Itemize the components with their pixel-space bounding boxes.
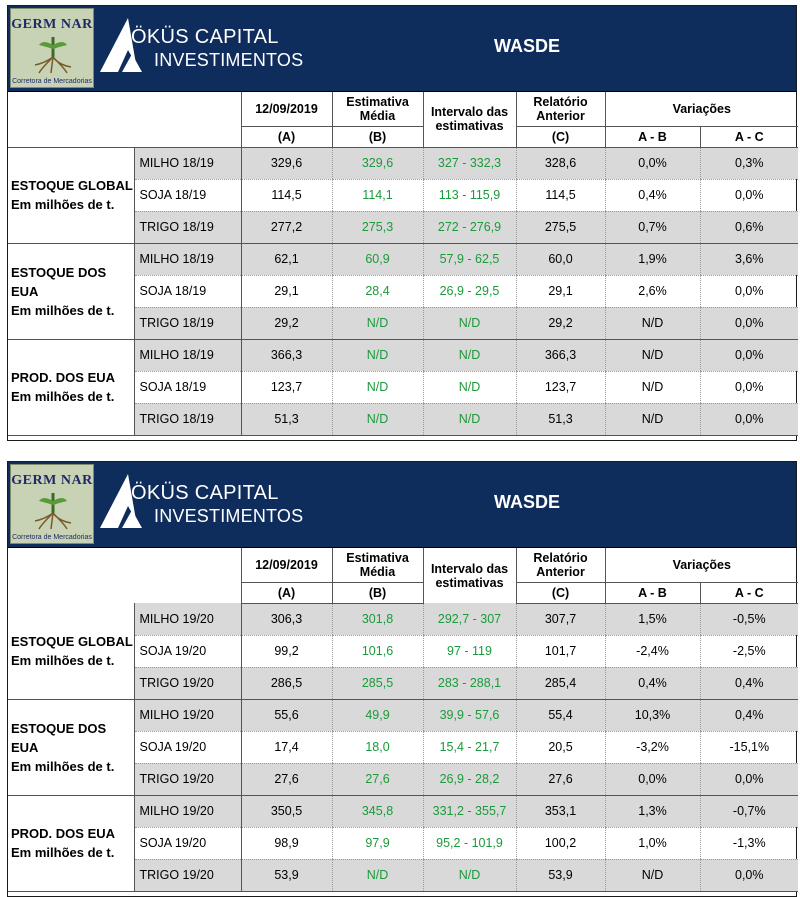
value-a: 27,6 [241, 763, 332, 795]
value-ab: N/D [605, 339, 700, 371]
col-est-code: (B) [332, 582, 423, 603]
value-a: 366,3 [241, 339, 332, 371]
value-a: 306,3 [241, 603, 332, 635]
value-ac: 0,0% [700, 859, 798, 891]
germinar-logo [10, 8, 94, 88]
value-c: 101,7 [516, 635, 605, 667]
value-ab: -2,4% [605, 635, 700, 667]
commodity-label: MILHO 19/20 [134, 603, 241, 635]
col-relatorio: Relatório Anterior [516, 548, 605, 582]
col-ac: A - C [700, 582, 798, 603]
wasde-table-block-2 [7, 461, 797, 897]
report-title: WASDE [493, 492, 560, 512]
value-b: 101,6 [332, 635, 423, 667]
corner-cell [8, 548, 241, 603]
group-label [8, 699, 134, 795]
brand-subname: INVESTIMENTOS [154, 506, 304, 526]
value-ac: -2,5% [700, 635, 798, 667]
logo-text: GERM NAR [11, 473, 93, 488]
group-label [8, 603, 134, 699]
col-variacoes: Variações [605, 92, 798, 126]
table-row [8, 603, 798, 635]
value-b: 49,9 [332, 699, 423, 731]
value-intervalo: 292,7 - 307 [423, 603, 516, 635]
value-ac: 0,0% [700, 371, 798, 403]
value-intervalo: 15,4 - 21,7 [423, 731, 516, 763]
report-title: WASDE [493, 36, 560, 56]
value-a: 17,4 [241, 731, 332, 763]
value-c: 123,7 [516, 371, 605, 403]
col-date: 12/09/2019 [241, 92, 332, 126]
col-est-media: Estimativa Média [332, 548, 423, 582]
value-intervalo: 95,2 - 101,9 [423, 827, 516, 859]
group-title: ESTOQUE GLOBAL [11, 633, 133, 649]
value-ac: -1,3% [700, 827, 798, 859]
group-title: ESTOQUE DOS EUA [11, 264, 107, 299]
col-date-code: (A) [241, 126, 332, 147]
commodity-label: SOJA 18/19 [134, 371, 241, 403]
value-ac: 0,4% [700, 667, 798, 699]
value-a: 329,6 [241, 147, 332, 179]
value-ab: N/D [605, 307, 700, 339]
group-title: ESTOQUE DOS EUA [11, 720, 107, 755]
table-row [8, 147, 798, 179]
commodity-label: SOJA 18/19 [134, 179, 241, 211]
logo-subtitle: Corretora de Mercadorias [12, 534, 92, 541]
value-intervalo: 57,9 - 62,5 [423, 243, 516, 275]
commodity-label: SOJA 18/19 [134, 275, 241, 307]
value-b: 18,0 [332, 731, 423, 763]
value-ab: 1,0% [605, 827, 700, 859]
value-ac: 0,0% [700, 403, 798, 435]
value-b: 97,9 [332, 827, 423, 859]
commodity-label: SOJA 19/20 [134, 635, 241, 667]
commodity-label: TRIGO 19/20 [134, 859, 241, 891]
value-intervalo: 283 - 288,1 [423, 667, 516, 699]
wasde-table-block-1 [7, 5, 797, 441]
value-b: N/D [332, 307, 423, 339]
value-c: 328,6 [516, 147, 605, 179]
group-unit: Em milhões de t. [11, 302, 115, 318]
plant-roots-icon [29, 491, 77, 531]
group-label [8, 243, 134, 339]
col-relatorio: Relatório Anterior [516, 92, 605, 126]
col-rel-code: (C) [516, 126, 605, 147]
value-c: 20,5 [516, 731, 605, 763]
group-unit: Em milhões de t. [11, 197, 115, 212]
col-est-code: (B) [332, 126, 423, 147]
value-a: 286,5 [241, 667, 332, 699]
value-c: 100,2 [516, 827, 605, 859]
commodity-label: TRIGO 18/19 [134, 307, 241, 339]
value-a: 123,7 [241, 371, 332, 403]
value-b: 27,6 [332, 763, 423, 795]
value-ab: 0,0% [605, 147, 700, 179]
value-c: 114,5 [516, 179, 605, 211]
value-ac: -15,1% [700, 731, 798, 763]
table-header-banner [8, 462, 796, 548]
value-ab: 0,0% [605, 763, 700, 795]
value-b: 114,1 [332, 179, 423, 211]
value-ab: 0,4% [605, 667, 700, 699]
group-unit: Em milhões de t. [11, 389, 115, 404]
value-a: 53,9 [241, 859, 332, 891]
commodity-label: MILHO 18/19 [134, 339, 241, 371]
group-label [8, 147, 134, 243]
col-ab: A - B [605, 126, 700, 147]
value-c: 55,4 [516, 699, 605, 731]
value-c: 353,1 [516, 795, 605, 827]
value-b: 60,9 [332, 243, 423, 275]
group-label [8, 339, 134, 435]
brand-subname: INVESTIMENTOS [154, 50, 304, 70]
col-est-media: Estimativa Média [332, 92, 423, 126]
wasde-table [8, 92, 798, 436]
group-unit: Em milhões de t. [11, 652, 115, 668]
group-label [8, 795, 134, 891]
table-row [8, 699, 798, 731]
value-intervalo: 113 - 115,9 [423, 179, 516, 211]
value-ab: 1,9% [605, 243, 700, 275]
value-intervalo: 26,9 - 29,5 [423, 275, 516, 307]
value-b: N/D [332, 339, 423, 371]
value-ac: 0,6% [700, 211, 798, 243]
group-title: ESTOQUE GLOBAL [11, 178, 133, 193]
value-c: 29,2 [516, 307, 605, 339]
germinar-logo [10, 464, 94, 544]
value-ab: 10,3% [605, 699, 700, 731]
value-ac: 0,0% [700, 307, 798, 339]
value-ab: 1,5% [605, 603, 700, 635]
value-intervalo: 272 - 276,9 [423, 211, 516, 243]
value-ac: 0,3% [700, 147, 798, 179]
value-b: 28,4 [332, 275, 423, 307]
value-b: 275,3 [332, 211, 423, 243]
value-ac: -0,5% [700, 603, 798, 635]
value-ac: 0,4% [700, 699, 798, 731]
table-row [8, 795, 798, 827]
col-rel-code: (C) [516, 582, 605, 603]
value-c: 60,0 [516, 243, 605, 275]
value-ab: -3,2% [605, 731, 700, 763]
group-unit: Em milhões de t. [11, 758, 115, 774]
value-c: 29,1 [516, 275, 605, 307]
value-ab: N/D [605, 403, 700, 435]
brand-name: ÖKÜS CAPITAL [131, 482, 279, 504]
value-c: 285,4 [516, 667, 605, 699]
value-ab: N/D [605, 859, 700, 891]
commodity-label: MILHO 19/20 [134, 699, 241, 731]
value-intervalo: 26,9 - 28,2 [423, 763, 516, 795]
commodity-label: TRIGO 19/20 [134, 763, 241, 795]
value-intervalo: N/D [423, 403, 516, 435]
logo-text: GERM NAR [11, 17, 93, 32]
value-ab: N/D [605, 371, 700, 403]
value-intervalo: 39,9 - 57,6 [423, 699, 516, 731]
col-ac: A - C [700, 126, 798, 147]
value-b: 345,8 [332, 795, 423, 827]
commodity-label: TRIGO 18/19 [134, 403, 241, 435]
value-a: 55,6 [241, 699, 332, 731]
value-c: 51,3 [516, 403, 605, 435]
value-intervalo: 97 - 119 [423, 635, 516, 667]
value-intervalo: N/D [423, 339, 516, 371]
value-a: 114,5 [241, 179, 332, 211]
col-date-code: (A) [241, 582, 332, 603]
value-intervalo: N/D [423, 371, 516, 403]
table-row [8, 339, 798, 371]
col-intervalo: Intervalo das estimativas [423, 92, 516, 147]
commodity-label: SOJA 19/20 [134, 731, 241, 763]
commodity-label: MILHO 18/19 [134, 243, 241, 275]
col-intervalo: Intervalo das estimativas [423, 548, 516, 603]
corner-cell [8, 92, 241, 147]
commodity-label: MILHO 19/20 [134, 795, 241, 827]
value-a: 277,2 [241, 211, 332, 243]
value-ac: 0,0% [700, 763, 798, 795]
commodity-label: TRIGO 19/20 [134, 667, 241, 699]
value-a: 29,2 [241, 307, 332, 339]
value-b: 301,8 [332, 603, 423, 635]
value-ac: -0,7% [700, 795, 798, 827]
value-ab: 1,3% [605, 795, 700, 827]
value-intervalo: 331,2 - 355,7 [423, 795, 516, 827]
value-ab: 2,6% [605, 275, 700, 307]
value-b: 329,6 [332, 147, 423, 179]
group-title: PROD. DOS EUA [11, 826, 116, 841]
value-ab: 0,4% [605, 179, 700, 211]
value-ac: 3,6% [700, 243, 798, 275]
value-a: 51,3 [241, 403, 332, 435]
value-a: 99,2 [241, 635, 332, 667]
col-variacoes: Variações [605, 548, 798, 582]
group-unit: Em milhões de t. [11, 845, 115, 860]
value-c: 366,3 [516, 339, 605, 371]
logo-subtitle: Corretora de Mercadorias [12, 78, 92, 85]
commodity-label: TRIGO 18/19 [134, 211, 241, 243]
wasde-table [8, 548, 798, 892]
value-ac: 0,0% [700, 179, 798, 211]
plant-roots-icon [29, 35, 77, 75]
value-intervalo: 327 - 332,3 [423, 147, 516, 179]
value-a: 29,1 [241, 275, 332, 307]
value-b: N/D [332, 403, 423, 435]
value-c: 53,9 [516, 859, 605, 891]
col-ab: A - B [605, 582, 700, 603]
value-ab: 0,7% [605, 211, 700, 243]
col-date: 12/09/2019 [241, 548, 332, 582]
value-b: N/D [332, 859, 423, 891]
group-title: PROD. DOS EUA [11, 370, 116, 385]
value-c: 307,7 [516, 603, 605, 635]
value-a: 98,9 [241, 827, 332, 859]
value-a: 350,5 [241, 795, 332, 827]
value-intervalo: N/D [423, 859, 516, 891]
value-a: 62,1 [241, 243, 332, 275]
table-row [8, 243, 798, 275]
value-ac: 0,0% [700, 339, 798, 371]
commodity-label: MILHO 18/19 [134, 147, 241, 179]
brand-name: ÖKÜS CAPITAL [131, 26, 279, 48]
table-header-banner [8, 6, 796, 92]
value-c: 275,5 [516, 211, 605, 243]
value-ac: 0,0% [700, 275, 798, 307]
commodity-label: SOJA 19/20 [134, 827, 241, 859]
value-b: N/D [332, 371, 423, 403]
value-intervalo: N/D [423, 307, 516, 339]
value-c: 27,6 [516, 763, 605, 795]
value-b: 285,5 [332, 667, 423, 699]
